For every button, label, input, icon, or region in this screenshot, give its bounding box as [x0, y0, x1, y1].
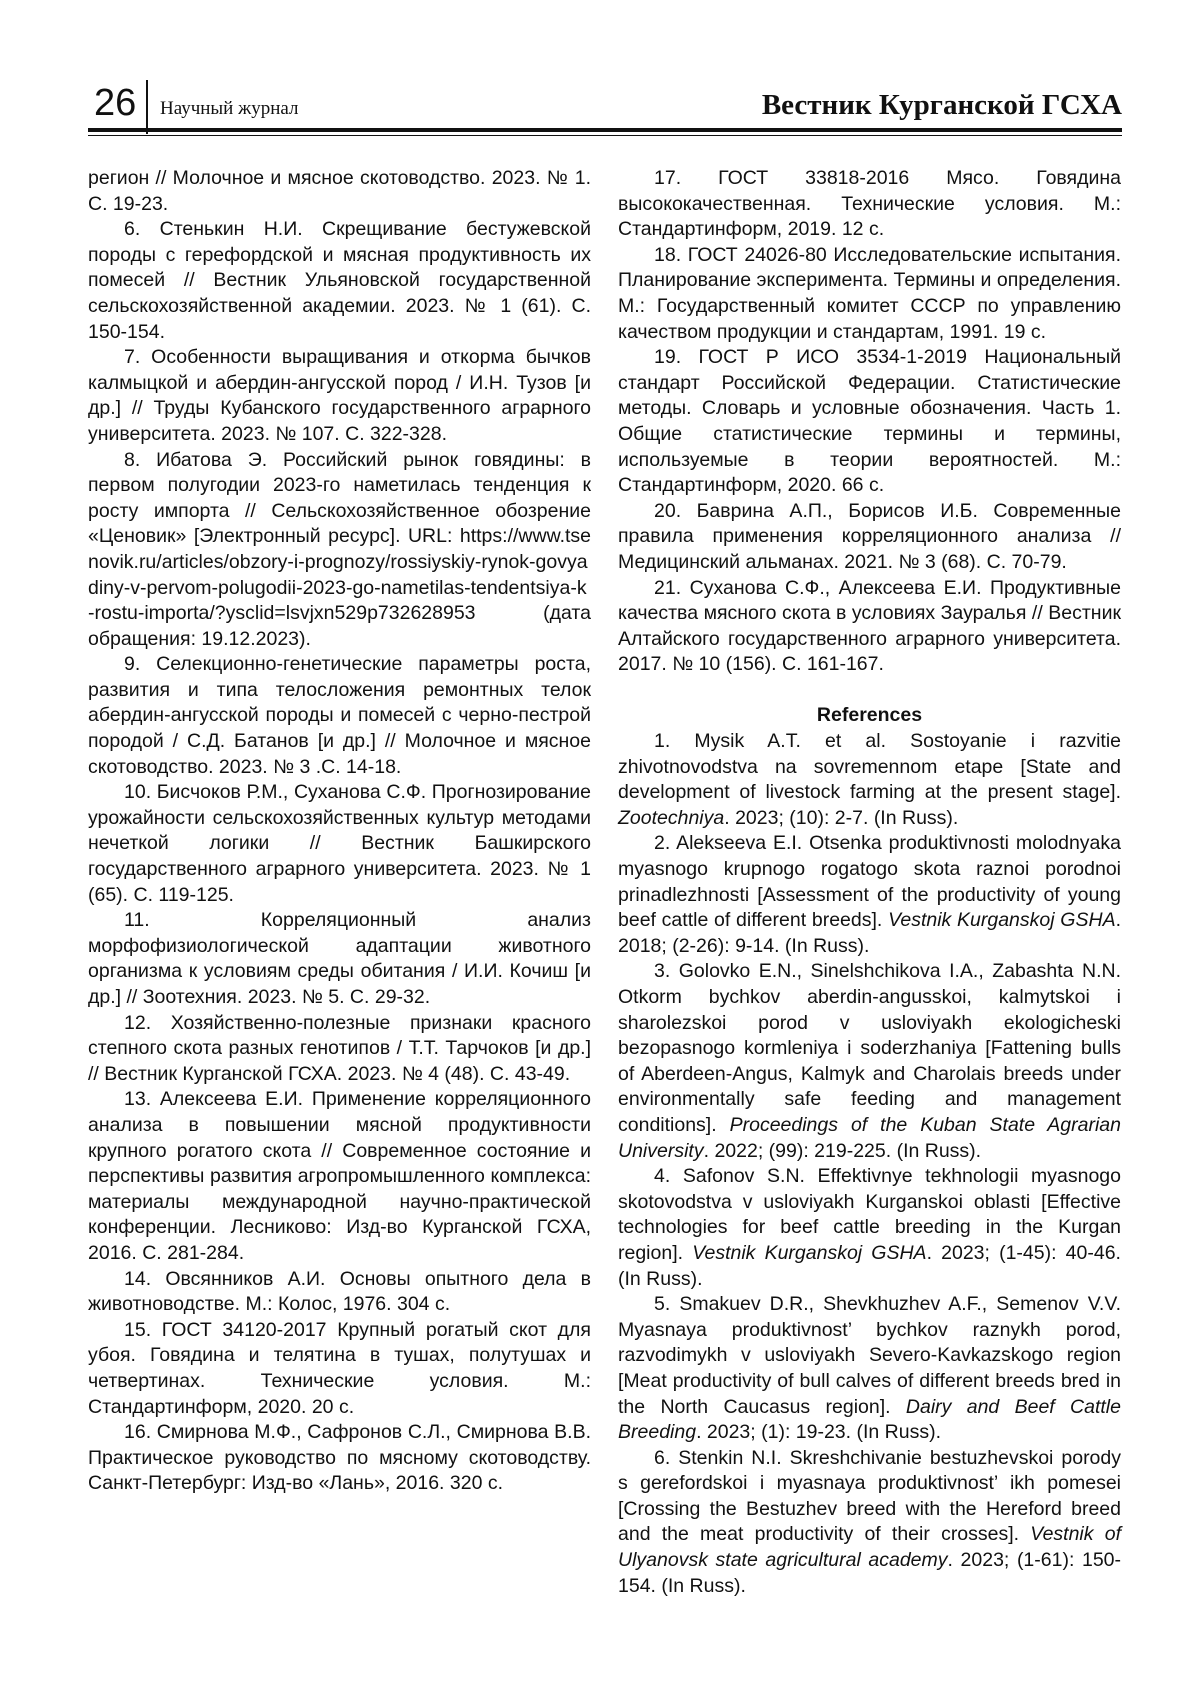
reference-en-5 [618, 1292, 1121, 1446]
reference-11: 11. Корреляционный анализ морфофизиологической адаптации животного организма к условиям среды обитания / И.И. Кочиш [и др.] // Зоотехния. 2023. № 5. С. 29-32. [88, 909, 591, 1008]
header-rule-thin [88, 135, 1122, 136]
reference-en-2 [618, 831, 1121, 959]
left-column [88, 166, 591, 1497]
reference-en-3 [618, 959, 1121, 1164]
reference-15: 15. ГОСТ 34120-2017 Крупный рогатый скот для убоя. Говядина и телятина в тушах, полутушах и четвертинах. Технические условия. М.: Стандартинформ, 2020. 20 с. [88, 1318, 591, 1418]
reference-8-access-date: (дата обращения: 19.12.2023). [88, 602, 591, 650]
reference-en-6-details: . 2023; (1-61): 150-154. (In Russ). [618, 1549, 1122, 1597]
reference-en-3-journal: Proceedings of the Kuban State Agrarian University [618, 1113, 1121, 1162]
reference-en-1 [618, 729, 1121, 831]
reference-en-5-details: . 2023; (1): 19-23. (In Russ). [696, 1421, 942, 1444]
reference-9: 9. Селекционно-генетические параметры роста, развития и типа телосложения ремонтных телок абердин-ангусской породы и помесей с черно-пестрой породой / С.Д. Батанов [и др.] // Молочное и мясное скотоводство. 2023. № 3 .С. 14-18. [88, 653, 591, 778]
page-header [88, 78, 1122, 134]
reference-en-6-text: 6. Stenkin N.I. Skreshchivanie bestuzhevskoi porody s gerefordskoi i myasnaya produktivnost’ ikh pomesei [Crossing the Bestuzhev breed with the Hereford breed and the meat productivity of their crosses]. [618, 1446, 1121, 1546]
reference-12: 12. Хозяйственно-полезные признаки красного степного скота разных генотипов / Т.Т. Тарчоков [и др.] // Вестник Курганской ГСХА. 2023. № 4 (48). С. 43-49. [88, 1011, 591, 1085]
reference-en-3-details: . 2022; (99): 219-225. (In Russ). [703, 1139, 982, 1162]
reference-en-6 [618, 1446, 1121, 1600]
reference-8-url[interactable]: https://www.tsenovik.ru/articles/obzory-i-prognozy/rossiyskiy-rynok-govyadiny-v-pervom-polugodii-2023-go-nametilas-tendentsiya-k-rostu-importa/?ysclid=lsvjxn529p732628953 [88, 525, 592, 625]
reference-en-6-journal: Vestnik of Ulyanovsk state agricultural academy [618, 1523, 1121, 1572]
reference-en-4 [618, 1164, 1121, 1292]
journal-name: Вестник Курганской ГСХА [761, 89, 1122, 121]
reference-10: 10. Бисчоков Р.М., Суханова С.Ф. Прогнозирование урожайности сельскохозяйственных культур методами нечеткой логики // Вестник Башкирского государственного аграрного университета. 2023. № 1 (65). С. 119-125. [88, 781, 591, 906]
header-divider [146, 80, 148, 134]
reference-13: 13. Алексеева Е.И. Применение корреляционного анализа в повышении мясной продуктивности крупного рогатого скота // Современное состояние и перспективы развития агропромышленного комплекса: материалы международной научно-практической конференции. Лесниково: Изд-во Курганской ГСХА, 2016. С. 281-284. [88, 1088, 591, 1264]
reference-en-4-journal: Vestnik Kurganskoj GSHA [692, 1241, 927, 1264]
reference-8 [88, 448, 591, 653]
reference-19: 19. ГОСТ Р ИСО 3534-1-2019 Национальный стандарт Российской Федерации. Статистические методы. Словарь и условные обозначения. Часть 1. Общие статистические термины и термины, используемые в теории вероятностей. М.: Стандартинформ, 2020. 66 с. [618, 346, 1121, 497]
reference-18: 18. ГОСТ 24026-80 Исследовательские испытания. Планирование эксперимента. Термины и определения. М.: Государственный комитет СССР по управлению качеством продукции и стандартам, 1991. 19 с. [618, 243, 1121, 343]
reference-7: 7. Особенности выращивания и откорма бычков калмыцкой и абердин-ангусской пород / И.Н. Тузов [и др.] // Труды Кубанского государственного аграрного университета. 2023. № 107. С. 322-328. [88, 346, 591, 445]
reference-en-1-text: 1. Mysik A.T. et al. Sostoyanie i razvitie zhivotnovodstva na sovremennom etape [State and development of livestock farming at the present stage]. [618, 730, 1121, 804]
page-number: 26 [94, 82, 137, 124]
reference-17: 17. ГОСТ 33818-2016 Мясо. Говядина высококачественная. Технические условия. М.: Стандартинформ, 2019. 12 с. [618, 167, 1121, 241]
reference-en-1-journal: Zootechniya [618, 806, 725, 829]
reference-en-4-details: . 2023; (1-45): 40-46. (In Russ). [618, 1241, 1121, 1290]
reference-en-4-text: 4. Safonov S.N. Effektivnye tekhnologii myasnogo skotovodstva v usloviyakh Kurganskoi oblasti [Effective technologies for beef cattle breeding in the Kurgan region]. [618, 1165, 1121, 1264]
journal-kind: Научный журнал [160, 98, 299, 119]
reference-en-5-text: 5. Smakuev D.R., Shevkhuzhev A.F., Semenov V.V. Myasnaya produktivnost’ bychkov raznykh porod, razvodimykh v usloviyakh Severo-Kavkazskogo region [Meat productivity of bull calves of different breeds bred in the North Caucasus region]. [618, 1293, 1121, 1418]
reference-continuation: регион // Молочное и мясное скотоводство. 2023. № 1. С. 19-23. [88, 167, 591, 215]
reference-en-5-journal: Dairy and Beef Cattle Breeding [618, 1395, 1121, 1444]
reference-en-2-details: . 2018; (2-26): 9-14. (In Russ). [618, 909, 1121, 957]
reference-en-3-text: 3. Golovko E.N., Sinelshchikova I.A., Zabashta N.N. Otkorm bychkov aberdin-angusskoi, kalmytskoi i sharolezskoi porod v usloviyakh ekologicheski bezopasnogo kormleniya i soderzhaniya [Fattening bulls of Aberdeen-Angus, Kalmyk and Charolais breeds under environmentally safe feeding and management conditions]. [618, 960, 1121, 1136]
reference-8-text: 8. Ибатова Э. Российский рынок говядины: в первом полугодии 2023-го наметилась тенденция к росту импорта // Сельскохозяйственное обозрение «Ценовик» [Электронный ресурс]. URL: [88, 448, 591, 548]
reference-16: 16. Смирнова М.Ф., Сафронов С.Л., Смирнова В.В. Практическое руководство по мясному скотоводству. Санкт-Петербург: Изд-во «Лань», 2016. 320 с. [88, 1421, 591, 1495]
header-rule-thick [88, 128, 1122, 132]
reference-6: 6. Стенькин Н.И. Скрещивание бестужевской породы с герефордской и мясная продуктивность их помесей // Вестник Ульяновской государственной сельскохозяйственной академии. 2023. № 1 (61). С. 150-154. [88, 218, 591, 343]
reference-en-2-journal: Vestnik Kurganskoj GSHA [888, 909, 1116, 932]
reference-en-2-text: 2. Alekseeva E.I. Otsenka produktivnosti molodnyaka myasnogo krupnogo rogatogo skota raznoi porodnoi prinadlezhnosti [Assessment of the productivity of young beef cattle of different breeds]. [618, 832, 1121, 932]
references-heading: References [816, 704, 923, 727]
reference-21: 21. Суханова С.Ф., Алексеева Е.И. Продуктивные качества мясного скота в условиях Зауралья // Вестник Алтайского государственного аграрного университета. 2017. № 10 (156). С. 161-167. [618, 576, 1121, 676]
reference-14: 14. Овсянников А.И. Основы опытного дела в животноводстве. М.: Колос, 1976. 304 с. [88, 1267, 591, 1316]
right-column [618, 166, 1121, 1599]
reference-20: 20. Баврина А.П., Борисов И.Б. Современные правила применения корреляционного анализа // Медицинский альманах. 2021. № 3 (68). С. 70-79. [618, 499, 1121, 573]
reference-en-1-details: . 2023; (10): 2-7. (In Russ). [724, 806, 959, 829]
